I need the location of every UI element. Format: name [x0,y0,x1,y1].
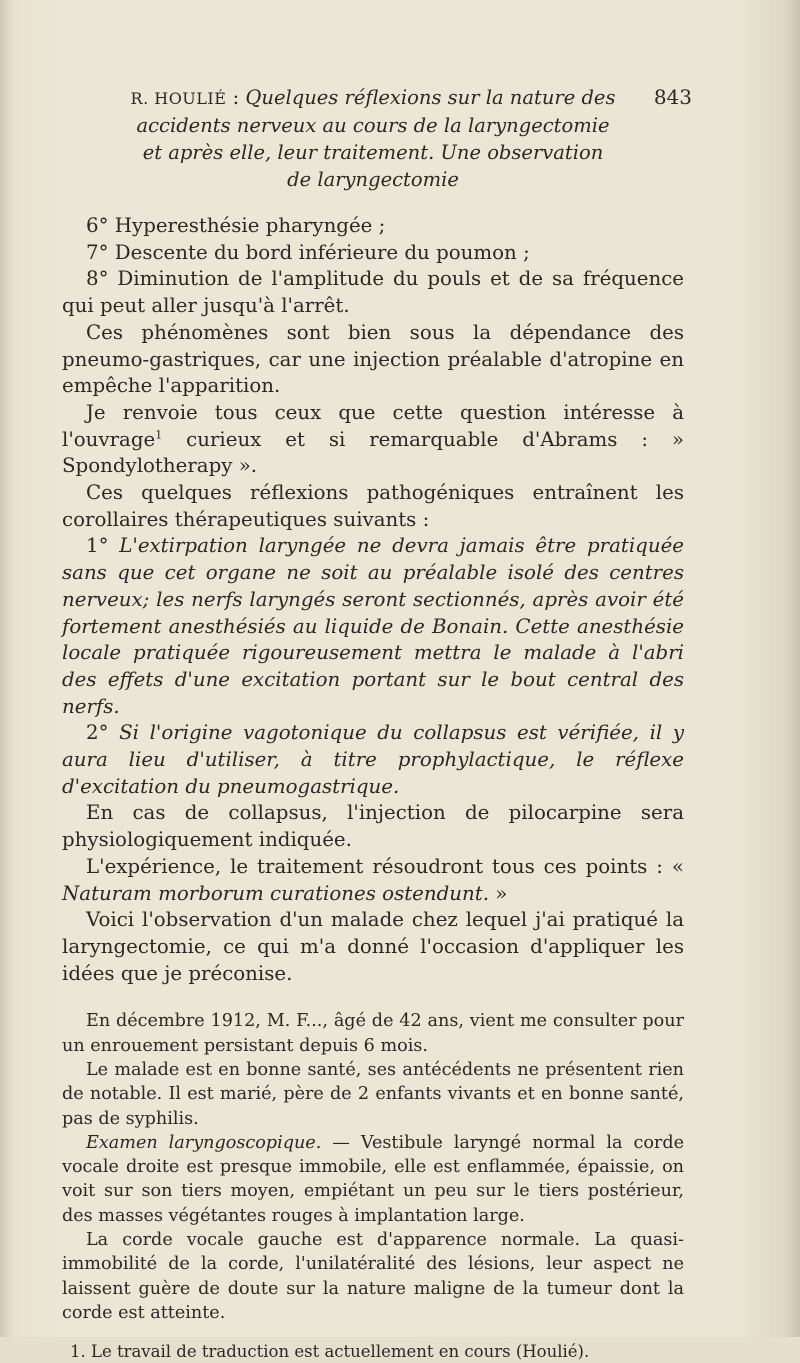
corollary-1-text: L'extirpation laryngée ne devra jamais être pratiquée sans que cet organe ne soit au préalable isolé des centres nerveux; les nerfs laryngés seront sectionnés, après avoir été fortement anesthésiés au liquide de Bonain. Cette anesthésie locale pratiquée rigoureusement mettra le malade à l'abri des effets d'une excitation portant sur le bout central des nerfs. [62,534,684,718]
header-title-line-3: et après elle, leur traitement. Une observation [142,141,604,164]
corollary-1-number: 1° [86,534,120,558]
header-title-line-1: Quelques réflexions sur la nature des [245,86,616,109]
header-title-line-4: de laryngectomie [287,168,459,191]
header-separator: : [232,86,240,109]
header-title-line-2: accidents nerveux au cours de la laryngectomie [136,114,610,137]
header-line-1 [62,84,684,112]
corollary-1 [62,533,684,720]
renvoi-text-rest: curieux et si remarquable d'Abrams : » Spondylotherapy ». [62,427,684,478]
paragraph-renvoi [62,400,684,480]
list-item-6: 6° Hyperesthésie pharyngée ; [86,214,386,237]
list-item-7: 7° Descente du bord inférieure du poumon ; [86,240,530,264]
page-number: 843 [653,85,692,109]
header-author: R. HOULIÉ [130,89,227,108]
page-content [62,84,692,1363]
paragraph-corollaires: Ces quelques réflexions pathogéniques entraînent les corollaires thérapeutiques suivants : [62,481,684,531]
experience-text: L'expérience, le traitement résoudront tous ces points : « [86,854,684,878]
list-item-8: 8° Diminution de l'amplitude du pouls et de sa fréquence qui peut aller jusqu'à l'arrêt. [62,267,684,318]
corollary-2-number: 2° [86,721,120,745]
footnote-marker: 1 [155,428,163,442]
running-header [62,84,692,193]
exam-text: — Vestibule laryngé normal la corde vocale droite est presque immobile, elle est enflammée, épaissie, on voit sur son tiers moyen, empiétant un peu sur le tiers postérieur, des masses végétantes rouges à implantation large. [62,1132,684,1226]
case-paragraph-3 [62,1131,684,1228]
case-paragraph-1: En décembre 1912, M. F..., âgé de 42 ans, vient me consulter pour un enrouement persistant depuis 6 mois. [62,1011,684,1056]
corollary-2 [62,720,684,800]
footnote: 1. Le travail de traduction est actuellement en cours (Houlié). [70,1342,590,1362]
paragraph-observation: Voici l'observation d'un malade chez lequel j'ai pratiqué la laryngectomie, ce qui m'a donné l'occasion d'appliquer les idées que je préconise. [62,908,684,985]
corollary-2-text: Si l'origine vagotonique du collapsus est vérifiée, il y aura lieu d'utiliser, à titre prophylactique, le réflexe d'excitation du pneumogastrique. [62,721,685,798]
main-text [62,213,684,987]
experience-end: » [489,881,508,905]
case-report [62,1009,684,1325]
latin-quote: Naturam morborum curationes ostendunt. [62,881,489,905]
exam-heading: Examen laryngoscopique. [86,1132,322,1153]
case-paragraph-2: Le malade est en bonne santé, ses antécédents ne présentent rien de notable. Il est marié, père de 2 enfants vivants et en bonne santé, pas de syphilis. [62,1059,684,1129]
renvoi-text: Je renvoie tous ceux que cette question intéresse à l'ouvrage [62,400,684,451]
case-paragraph-4: La corde vocale gauche est d'apparence normale. La quasi-immobilité de la corde, l'unilatéralité des lésions, leur aspect ne laissent guère de doute sur la nature maligne de la tumeur dont la corde est atteinte. [62,1230,684,1323]
paragraph-phenomenes: Ces phénomènes sont bien sous la dépendance des pneumo-gastriques, car une injection préalable d'atropine en empêche l'apparition. [62,320,684,398]
paragraph-experience [62,854,684,907]
paragraph-collapsus: En cas de collapsus, l'injection de pilocarpine sera physiologiquement indiquée. [62,801,684,852]
